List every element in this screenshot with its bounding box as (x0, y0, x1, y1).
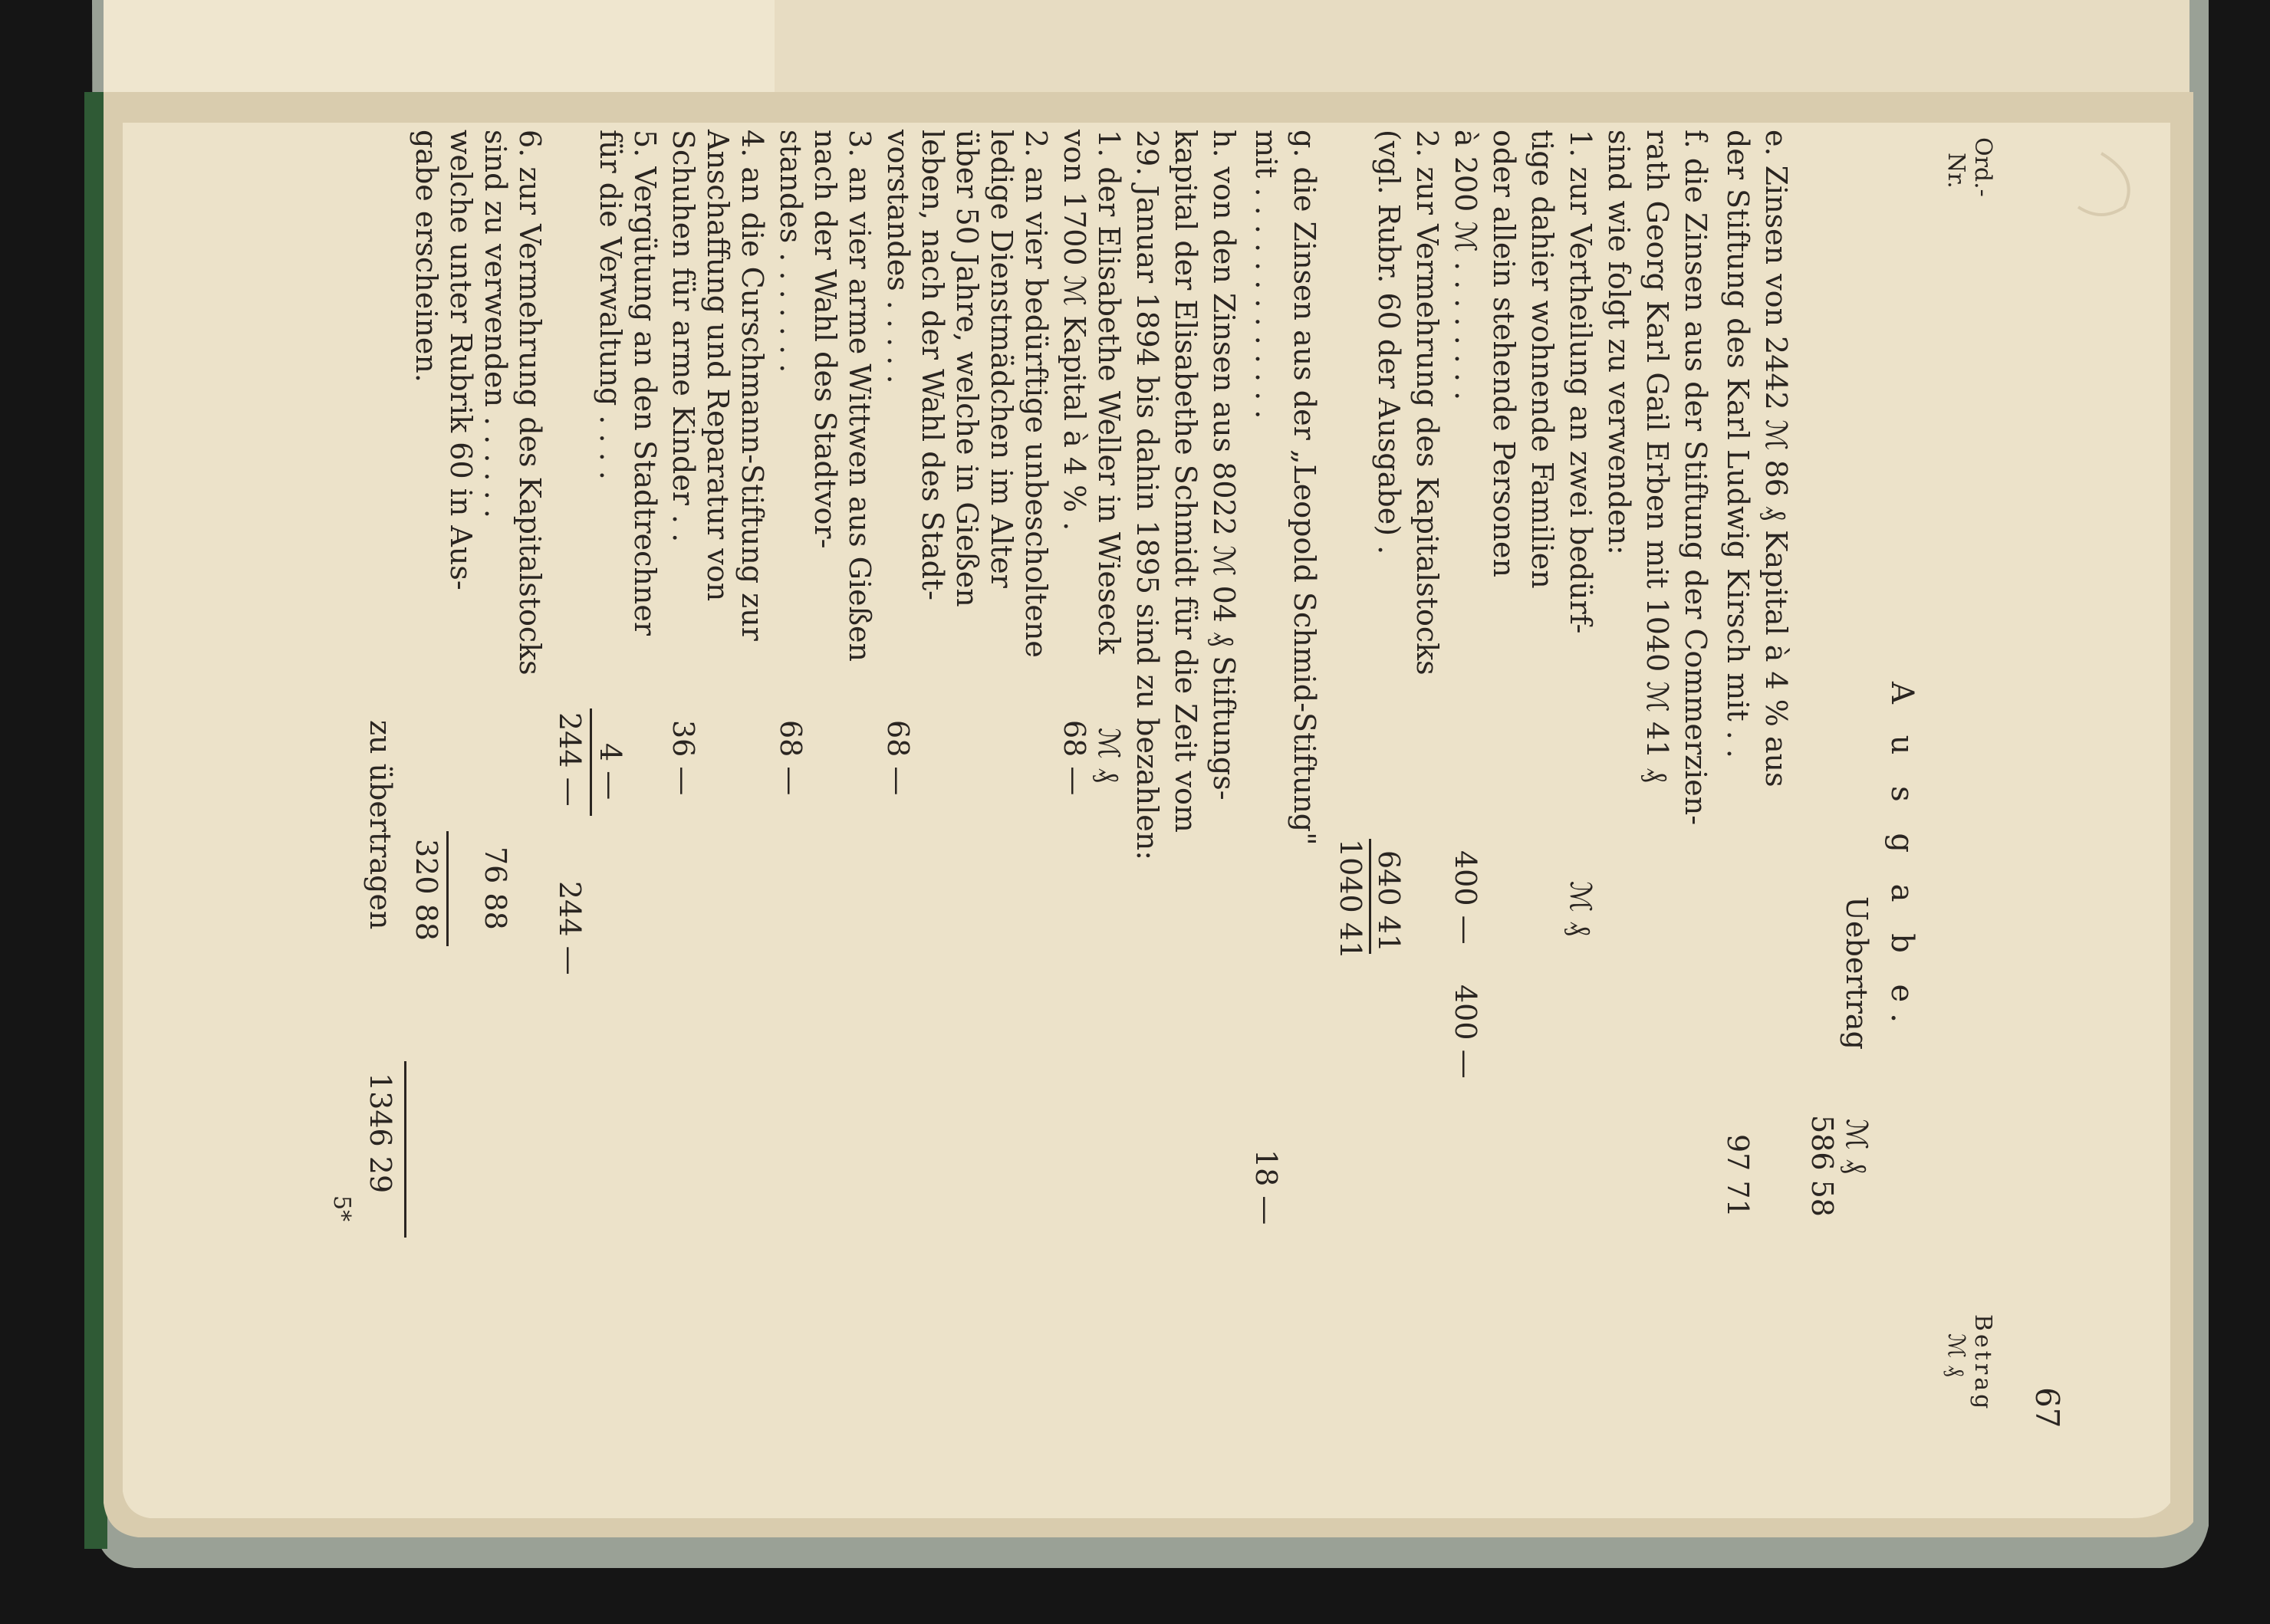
entry-h-amount-7: 320 88 (410, 839, 443, 941)
page-title: A u s g a b e. (1884, 682, 1920, 1034)
entry-g-amount: 18 — (1249, 1149, 1283, 1225)
entry-f-line-9: (vgl. Rubr. 60 der Ausgabe) . (1372, 130, 1406, 555)
column-header-betrag-units: ℳ ₰ (1943, 1333, 1969, 1377)
entry-e-line-2: der Stiftung des Karl Ludwig Kirsch mit . . (1721, 130, 1755, 758)
entry-h-sum: 244 — (553, 712, 587, 807)
entry-h-amount-3: 68 — (774, 720, 808, 796)
entry-h-line-20: sind zu verwenden . . . . . . (479, 130, 512, 518)
carryover-label: Uebertrag (1840, 896, 1874, 1050)
entry-h-line-7: ledige Dienstmädchen im Alter (985, 130, 1018, 588)
entry-h-line-21: welche unter Rubrik 60 in Aus- (444, 130, 478, 590)
page-number: 67 (2028, 1387, 2066, 1428)
entry-h-sum-rule (590, 708, 592, 816)
entry-f-amount-1: 400 — (1449, 850, 1482, 945)
entry-h-line-4: 1. der Elisabethe Weller in Wieseck (1092, 130, 1126, 655)
entry-h6-sum-rule (446, 831, 449, 946)
entry-f-line-1: f. die Zinsen aus der Stiftung der Commerzien- (1679, 130, 1712, 826)
entry-f-sum-rule (1369, 839, 1371, 954)
entry-h-line-19: 6. zur Vermehrung des Kapitalstocks (513, 130, 547, 676)
entry-g-line-2: mit . . . . . . . . . . . . . (1249, 130, 1283, 419)
footer-label: zu übertragen (364, 720, 397, 930)
entry-h-amount-5: 4 — (594, 743, 627, 800)
entry-f-line-3: sind wie folgt zu verwenden: (1602, 130, 1636, 555)
entry-f-line-6: oder allein stehende Personen (1487, 130, 1521, 578)
entry-h-line-6: 2. an vier bedürftige unbescholtene (1019, 130, 1053, 658)
entry-h-line-5: von 1700 ℳ Kapital à 4 % . (1058, 130, 1091, 531)
entry-f-sum: 1040 41 (1334, 839, 1367, 960)
entry-h-line-16: Schuhen für arme Kinder . . (666, 130, 700, 543)
column-header-betrag: Betrag (1969, 1314, 1996, 1412)
entry-h-line-2: kapital der Elisabethe Schmidt für die Zeit vom (1169, 130, 1202, 833)
signature-mark: 5* (328, 1195, 355, 1222)
entry-h-line-10: vorstandes . . . . . (881, 130, 915, 384)
entry-f-amount-2: 640 41 (1372, 850, 1406, 952)
entry-h-units: ℳ ₰ (1092, 728, 1126, 783)
entry-f-line-8: 2. zur Vermehrung des Kapitalstocks (1410, 130, 1444, 676)
entry-f-line-2: rath Georg Karl Gail Erben mit 1040 ℳ 41 ₰ (1640, 130, 1674, 783)
column-header-ordnr-2: Nr. (1943, 153, 1969, 189)
footer-rule (404, 1061, 406, 1238)
entry-e-line-1: e. Zinsen von 2442 ℳ 86 ₰ Kapital à 4 % aus (1759, 130, 1793, 787)
entry-h-line-22: gabe erscheinen. (410, 130, 443, 383)
entry-f-total-1: 400 — (1449, 985, 1482, 1079)
carryover-value: 586 58 (1805, 1115, 1839, 1217)
entry-h-line-1: h. von den Zinsen aus 8022 ℳ 04 ₰ Stiftungs- (1207, 130, 1241, 800)
entry-h-line-9: leben, nach der Wahl des Stadt- (916, 130, 949, 601)
entry-e-amount: 97 71 (1721, 1134, 1755, 1218)
page-content (100, 84, 2170, 1540)
entry-h-sum-total: 244 — (553, 881, 587, 975)
entry-h-amount-2: 68 — (881, 720, 915, 796)
entry-h-line-15: Anschaffung und Reparatur von (701, 130, 735, 602)
entry-h-amount-6: 76 88 (479, 847, 512, 930)
entry-h-amount-4: 36 — (666, 720, 700, 796)
entry-h-line-13: standes . . . . . . . (774, 130, 808, 373)
entry-f-line-7: à 200 ℳ . . . . . . . . (1449, 130, 1482, 401)
entry-h-amount-1: 68 — (1058, 720, 1091, 796)
entry-f-line-4: 1. zur Vertheilung an zwei bedürf- (1564, 130, 1597, 634)
entry-h-line-8: über 50 Jahre, welche in Gießen (950, 130, 984, 607)
entry-h-line-14: 4. an die Curschmann-Stiftung zur (735, 130, 769, 641)
entry-h-line-17: 5. Vergütung an den Stadtrechner (628, 130, 662, 636)
entry-h-line-12: nach der Wahl des Stadtvor- (808, 130, 842, 549)
entry-g-line-1: g. die Zinsen aus der „Leopold Schmid-Stiftung" (1288, 130, 1321, 846)
footer-value: 1346 29 (364, 1073, 397, 1194)
entry-h-line-18: für die Verwaltung . . . . (594, 130, 627, 480)
column-header-ordnr-1: Ord.- (1969, 137, 1996, 197)
entry-f-line-5: tige dahier wohnende Familien (1525, 130, 1559, 589)
entry-h-line-3: 29. Januar 1894 bis dahin 1895 sind zu bezahlen: (1130, 130, 1164, 861)
carryover-units: ℳ ₰ (1840, 1119, 1874, 1174)
entry-h-line-11: 3. an vier arme Wittwen aus Gießen (843, 130, 877, 662)
entry-f-units: ℳ ₰ (1564, 881, 1597, 936)
